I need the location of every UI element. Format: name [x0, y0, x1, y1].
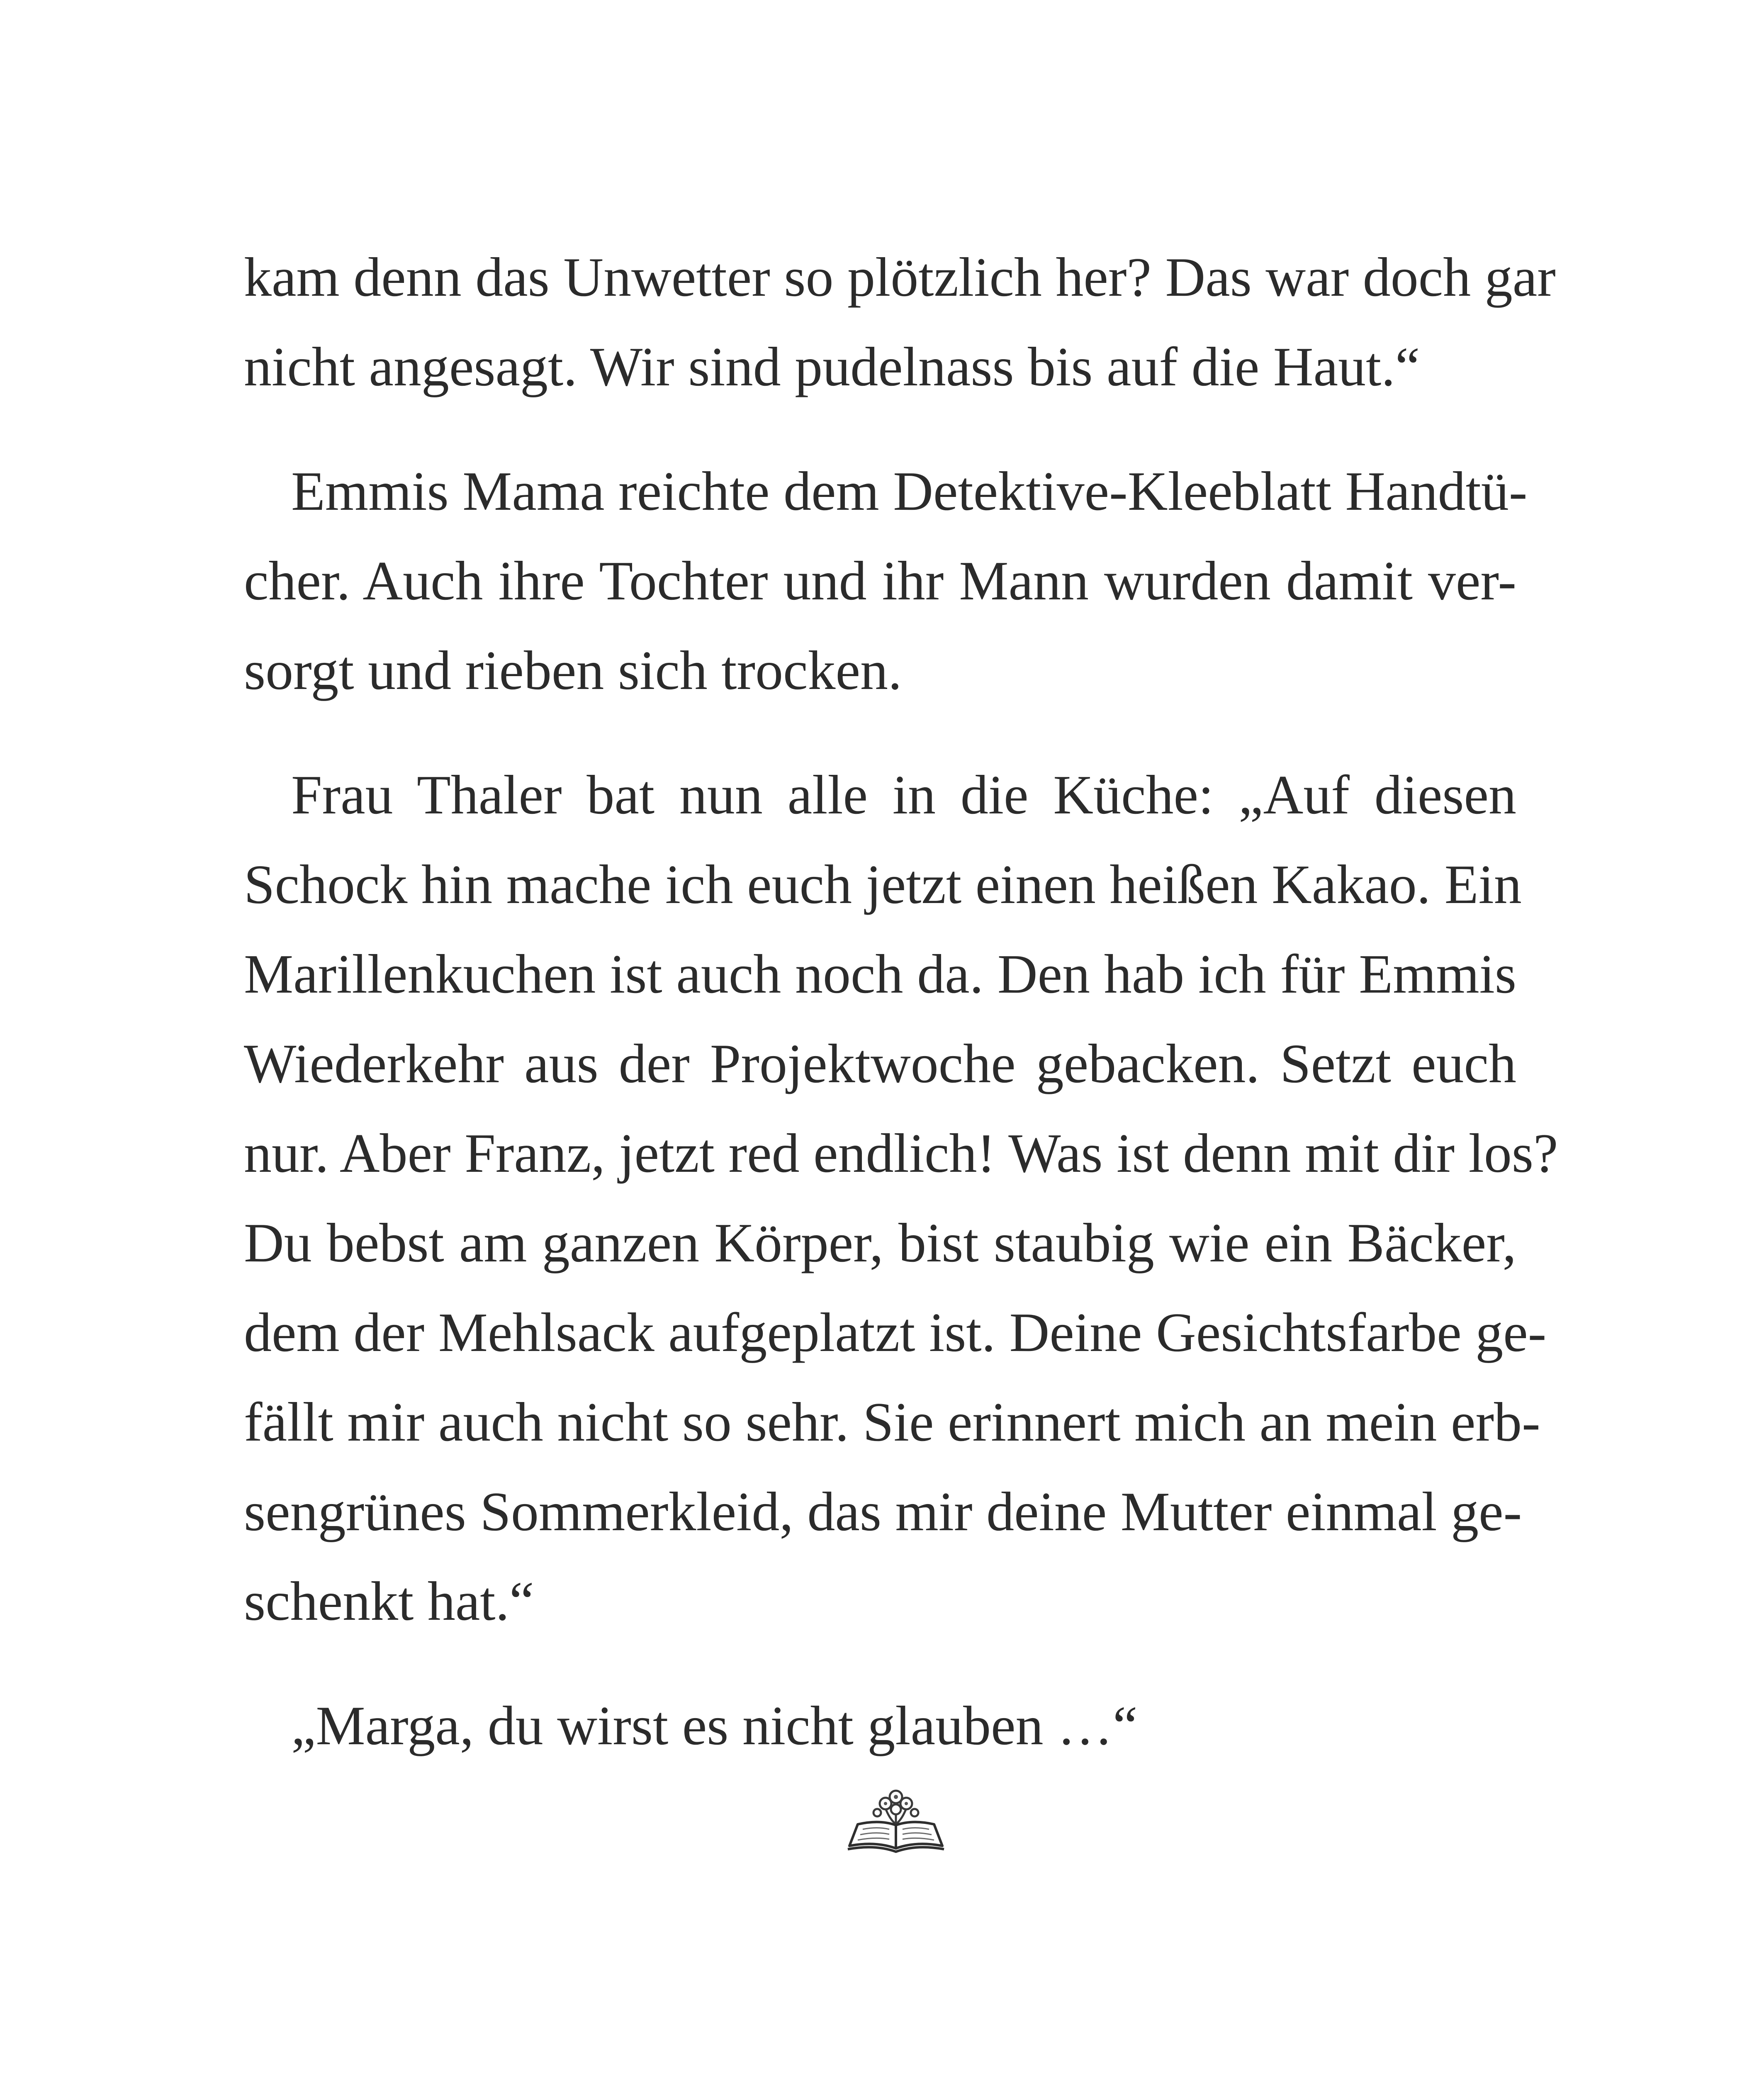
- text-line: sengrünes Sommerkleid, das mir deine Mutter einmal ge-: [244, 1481, 1522, 1542]
- text-line: Marillenkuchen ist auch noch da. Den hab ich für Emmis: [244, 943, 1516, 1005]
- text-line: dem der Mehlsack aufgeplatzt ist. Deine Gesichtsfarbe ge-: [244, 1302, 1547, 1363]
- text-line: Wiederkehr aus der Projektwoche gebacken. Setzt euch: [244, 1033, 1516, 1094]
- body-text: [244, 232, 1558, 1805]
- text-line: Schock hin mache ich euch jetzt einen heißen Kakao. Ein: [244, 854, 1522, 915]
- text-line: Du bebst am ganzen Körper, bist staubig wie ein Bäcker,: [244, 1212, 1516, 1273]
- text-line: schenkt hat.“: [244, 1570, 534, 1632]
- paragraph-2: [244, 446, 1528, 715]
- paragraph-4: [244, 1681, 1516, 1770]
- paragraph-3: [244, 750, 1558, 1646]
- text-line: Frau Thaler bat nun alle in die Küche: „Auf diesen: [291, 764, 1516, 825]
- text-line: Emmis Mama reichte dem Detektive-Kleeblatt Handtü-: [291, 460, 1528, 522]
- text-line: sorgt und rieben sich trocken.: [244, 640, 902, 701]
- text-line: cher. Auch ihre Tochter und ihr Mann wurden damit ver-: [244, 550, 1516, 611]
- text-line: nicht angesagt. Wir sind pudelnass bis auf die Haut.“: [244, 336, 1420, 397]
- text-line: nur. Aber Franz, jetzt red endlich! Was ist denn mit dir los?: [244, 1122, 1558, 1184]
- paragraph-1: [244, 232, 1556, 411]
- text-line: kam denn das Unwetter so plötzlich her? Das war doch gar: [244, 246, 1556, 308]
- text-line: „Marga, du wirst es nicht glauben …“: [291, 1695, 1138, 1756]
- text-line: fällt mir auch nicht so sehr. Sie erinnert mich an mein erb-: [244, 1391, 1540, 1453]
- open-book-with-clover-icon: [846, 1784, 946, 1854]
